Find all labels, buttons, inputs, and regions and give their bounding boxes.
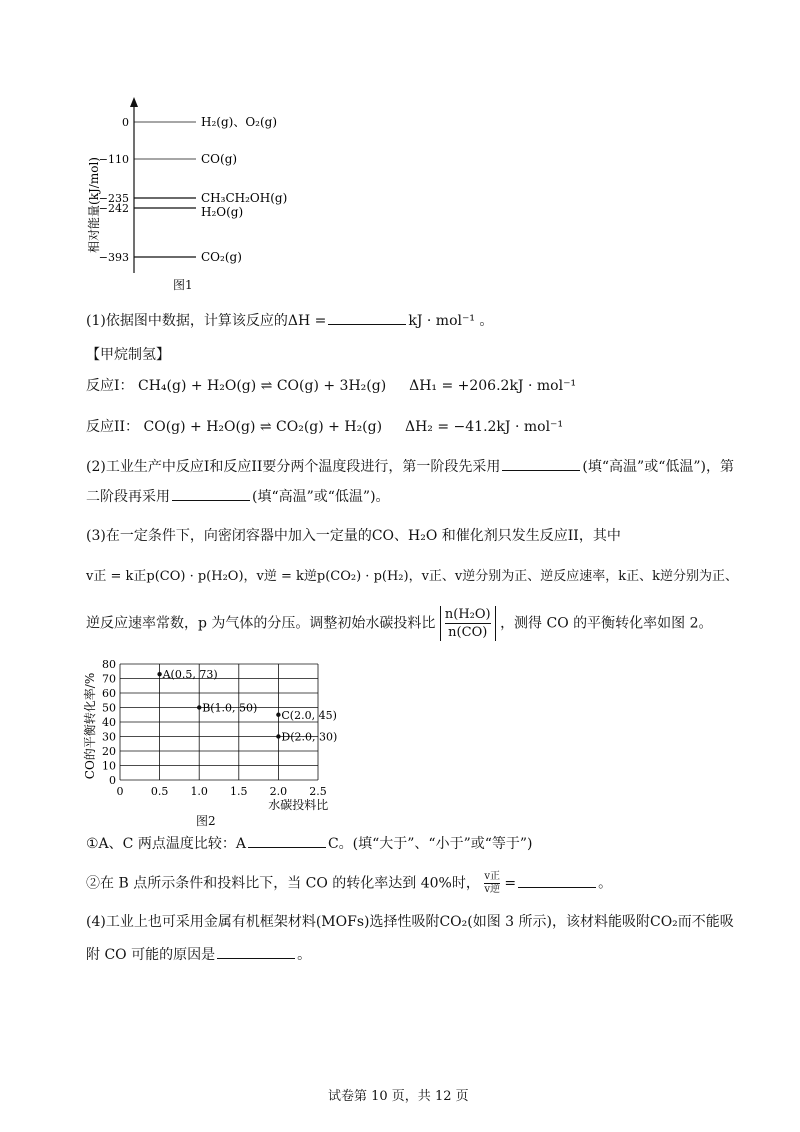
- q2-hint: (填“高温”或“低温”)，第: [582, 459, 734, 475]
- figure2-caption: 图2: [196, 814, 216, 828]
- rate-ratio-numerator: v正: [484, 871, 500, 882]
- question-2-line2: [86, 486, 390, 507]
- rate-ratio-fraction: [484, 871, 500, 896]
- y-tick-label: 80: [102, 658, 116, 671]
- answer-blank-q1[interactable]: [328, 310, 406, 325]
- x-tick-label: 1.0: [190, 785, 208, 798]
- feed-ratio-fraction: [440, 606, 496, 641]
- answer-blank-q2a[interactable]: [502, 456, 580, 471]
- q3-text: 逆反应速率常数，p 为气体的分压。调整初始水碳投料比: [86, 615, 436, 632]
- question-1: [86, 310, 493, 331]
- x-tick-label: 2.0: [269, 785, 288, 798]
- q3b-text: ②在 B 点所示条件和投料比下，当 CO 的转化率达到 40%时，: [86, 875, 480, 892]
- energy-species-label: H₂O(g): [201, 205, 244, 219]
- energy-value-label: 0: [122, 116, 129, 129]
- y-tick-label: 10: [102, 759, 116, 773]
- answer-blank-q3a[interactable]: [248, 833, 326, 848]
- q2-text: (2)工业生产中反应I和反应II要分两个温度段进行，第一阶段先采用: [86, 459, 501, 475]
- ratio-denominator: n(CO): [445, 623, 491, 641]
- page-footer: 试卷第 10 页，共 12 页: [328, 1089, 469, 1104]
- q1-unit: kJ · mol⁻¹ 。: [408, 313, 494, 329]
- rate-ratio-denominator: v逆: [484, 884, 500, 895]
- ratio-numerator: n(H₂O): [444, 607, 491, 622]
- q3a-text: ①A、C 两点温度比较：A: [86, 836, 246, 852]
- y-tick-label: 0: [109, 774, 116, 787]
- data-point: [197, 705, 201, 709]
- energy-species-label: H₂(g)、O₂(g): [201, 115, 278, 129]
- conversion-chart: [78, 650, 348, 820]
- question-4-line2: [86, 944, 311, 965]
- x-tick-label: 0: [116, 785, 124, 798]
- data-point: [276, 713, 280, 717]
- energy-species-label: CO₂(g): [201, 250, 242, 264]
- q1-text: (1)依据图中数据，计算该反应的ΔH =: [86, 313, 327, 329]
- x-tick-label: 2.5: [309, 785, 327, 798]
- data-point-label: C(2.0, 45): [281, 708, 337, 722]
- section-title: 【甲烷制氢】: [86, 347, 170, 363]
- axis-arrow-icon: [130, 97, 138, 107]
- question-2-line1: [86, 456, 734, 477]
- reaction-1: [86, 376, 576, 396]
- y-axis-label: CO的平衡转化率/%: [83, 672, 97, 780]
- q3-text-after: ，测得 CO 的平衡转化率如图 2。: [500, 615, 713, 632]
- energy-level-diagram: [80, 95, 320, 295]
- figure1-caption: 图1: [173, 278, 193, 292]
- reaction-2-equation: CO(g) + H₂O(g) ⇌ CO₂(g) + H₂(g): [143, 419, 383, 435]
- answer-blank-q3b[interactable]: [518, 873, 596, 888]
- question-3b: [86, 871, 612, 896]
- reaction-2-prefix: 反应II：: [86, 419, 140, 435]
- y-tick-label: 20: [102, 745, 116, 758]
- question-3-line1: (3)在一定条件下，向密闭容器中加入一定量的CO、H₂O 和催化剂只发生反应II，其中: [86, 528, 621, 544]
- energy-value-label: −393: [98, 251, 129, 264]
- reaction-2: [86, 417, 563, 437]
- data-point-label: A(0.5, 73): [162, 668, 218, 682]
- q4-period: 。: [297, 947, 312, 963]
- reaction-2-enthalpy: ΔH₂ = −41.2kJ · mol⁻¹: [404, 419, 564, 435]
- reaction-1-equation: CH₄(g) + H₂O(g) ⇌ CO(g) + 3H₂(g): [137, 378, 387, 394]
- question-3a: [86, 833, 533, 854]
- data-point: [276, 734, 280, 738]
- q2-hint-2: (填“高温”或“低温”)。: [252, 489, 390, 505]
- x-tick-label: 0.5: [150, 785, 169, 798]
- energy-value-label: −242: [98, 202, 129, 215]
- y-tick-label: 30: [102, 730, 116, 744]
- energy-value-label: −110: [98, 153, 129, 166]
- data-point: [157, 672, 161, 676]
- energy-axis-label: 相对能量(kJ/mol): [87, 157, 101, 253]
- data-point-label: D(2.0, 30): [281, 730, 338, 744]
- question-3-rate-equations: v正 = k正p(CO) · p(H₂O)，v逆 = k逆p(CO₂) · p(H₂)，v正、v逆分别为正、逆反应速率，k正、k逆分别为正、: [86, 569, 739, 584]
- energy-value-label: −235: [98, 192, 129, 205]
- q3b-equals: =: [504, 875, 517, 892]
- energy-species-label: CO(g): [201, 152, 238, 166]
- q3b-period: 。: [598, 875, 613, 892]
- question-3-line3: [86, 606, 713, 641]
- y-tick-label: 70: [102, 672, 116, 686]
- reaction-1-enthalpy: ΔH₁ = +206.2kJ · mol⁻¹: [409, 378, 577, 394]
- answer-blank-q4[interactable]: [217, 944, 295, 959]
- q2-text-2: 二阶段再采用: [86, 489, 170, 505]
- answer-blank-q2b[interactable]: [172, 486, 250, 501]
- q3a-hint: C。(填“大于”、“小于”或“等于”): [327, 836, 533, 852]
- y-tick-label: 50: [102, 701, 116, 715]
- q4-text: 附 CO 可能的原因是: [86, 947, 216, 963]
- y-tick-label: 60: [102, 687, 116, 700]
- y-tick-label: 40: [102, 716, 116, 729]
- x-axis-label: 水碳投料比: [268, 798, 329, 812]
- question-4-line1: (4)工业上也可采用金属有机框架材料(MOFs)选择性吸附CO₂(如图 3 所示)，该材料能吸附CO₂而不能吸: [86, 914, 734, 930]
- x-tick-label: 1.5: [230, 785, 248, 798]
- energy-species-label: CH₃CH₂OH(g): [201, 191, 288, 205]
- data-point-label: B(1.0, 50): [202, 701, 258, 715]
- reaction-1-prefix: 反应I：: [86, 378, 134, 394]
